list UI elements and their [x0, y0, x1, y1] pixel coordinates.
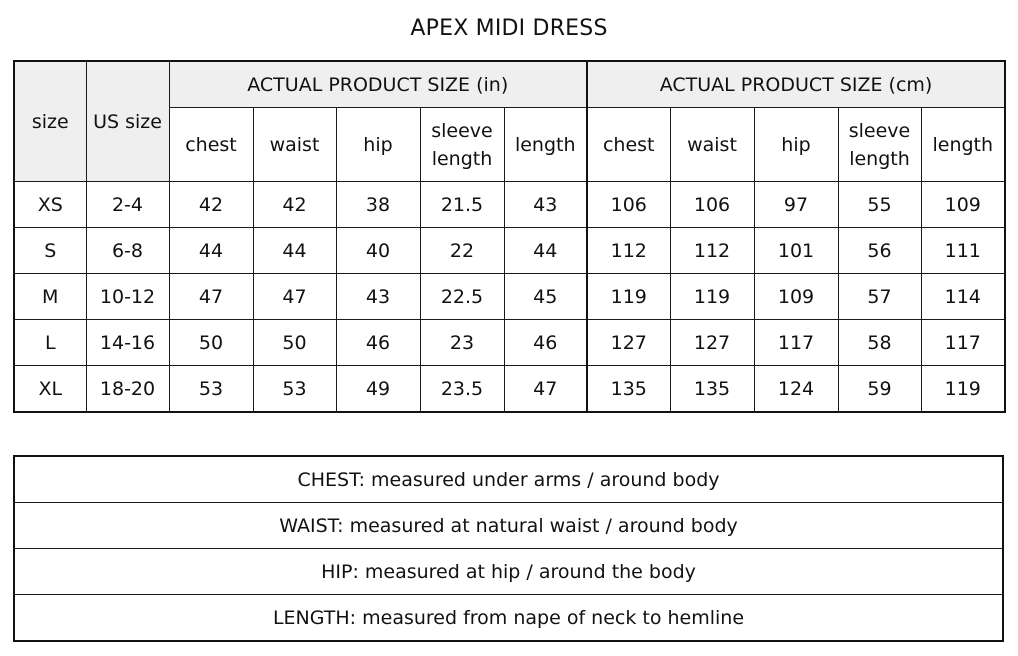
length-in-cell: 43	[504, 182, 587, 228]
us-size-cell: 14-16	[86, 320, 169, 366]
header-chest-in: chest	[169, 108, 253, 182]
size-cell: L	[14, 320, 86, 366]
us-size-cell: 18-20	[86, 366, 169, 413]
waist-in-cell: 53	[253, 366, 336, 413]
length-cm-cell: 109	[921, 182, 1005, 228]
waist-cm-cell: 119	[670, 274, 754, 320]
size-cell: XS	[14, 182, 86, 228]
hip-in-cell: 40	[336, 228, 420, 274]
size-cell: XL	[14, 366, 86, 413]
sleeve-cm-cell: 55	[838, 182, 921, 228]
header-sleeve-length-cm: sleeve length	[838, 108, 921, 182]
note-row	[14, 503, 1003, 549]
note-chest: CHEST: measured under arms / around body	[14, 456, 1003, 503]
header-length-cm: length	[921, 108, 1005, 182]
hip-cm-cell: 101	[754, 228, 838, 274]
hip-in-cell: 46	[336, 320, 420, 366]
header-group-inches: ACTUAL PRODUCT SIZE (in)	[169, 61, 587, 108]
header-hip-cm: hip	[754, 108, 838, 182]
header-chest-cm: chest	[587, 108, 670, 182]
header-sleeve-length-in: sleeve length	[420, 108, 504, 182]
table-row	[14, 366, 1005, 413]
chest-cm-cell: 112	[587, 228, 670, 274]
sleeve-in-cell: 22	[420, 228, 504, 274]
table-row	[14, 320, 1005, 366]
sleeve-in-cell: 23	[420, 320, 504, 366]
us-size-cell: 6-8	[86, 228, 169, 274]
waist-cm-cell: 112	[670, 228, 754, 274]
length-in-cell: 45	[504, 274, 587, 320]
us-size-cell: 2-4	[86, 182, 169, 228]
sleeve-cm-cell: 58	[838, 320, 921, 366]
table-row	[14, 182, 1005, 228]
length-cm-cell: 117	[921, 320, 1005, 366]
sleeve-cm-cell: 56	[838, 228, 921, 274]
header-waist-cm: waist	[670, 108, 754, 182]
us-size-cell: 10-12	[86, 274, 169, 320]
header-length-in: length	[504, 108, 587, 182]
length-in-cell: 47	[504, 366, 587, 413]
chest-in-cell: 42	[169, 182, 253, 228]
chest-in-cell: 44	[169, 228, 253, 274]
note-row	[14, 549, 1003, 595]
header-us-size: US size	[86, 61, 169, 182]
note-length: LENGTH: measured from nape of neck to hemline	[14, 595, 1003, 642]
sleeve-in-cell: 23.5	[420, 366, 504, 413]
length-cm-cell: 114	[921, 274, 1005, 320]
length-cm-cell: 111	[921, 228, 1005, 274]
header-waist-in: waist	[253, 108, 336, 182]
length-in-cell: 44	[504, 228, 587, 274]
sleeve-in-cell: 21.5	[420, 182, 504, 228]
waist-cm-cell: 127	[670, 320, 754, 366]
table-row	[14, 274, 1005, 320]
chart-title: APEX MIDI DRESS	[410, 16, 608, 41]
measurement-notes-table	[13, 455, 1004, 642]
header-row-groups	[14, 61, 1005, 108]
chest-cm-cell: 127	[587, 320, 670, 366]
waist-cm-cell: 135	[670, 366, 754, 413]
chest-in-cell: 53	[169, 366, 253, 413]
sleeve-cm-cell: 59	[838, 366, 921, 413]
hip-cm-cell: 97	[754, 182, 838, 228]
length-in-cell: 46	[504, 320, 587, 366]
chest-in-cell: 47	[169, 274, 253, 320]
length-cm-cell: 119	[921, 366, 1005, 413]
hip-cm-cell: 117	[754, 320, 838, 366]
waist-in-cell: 42	[253, 182, 336, 228]
waist-in-cell: 47	[253, 274, 336, 320]
note-row	[14, 595, 1003, 642]
waist-in-cell: 50	[253, 320, 336, 366]
size-chart-table	[13, 60, 1006, 413]
header-group-cm: ACTUAL PRODUCT SIZE (cm)	[587, 61, 1005, 108]
sleeve-cm-cell: 57	[838, 274, 921, 320]
hip-cm-cell: 124	[754, 366, 838, 413]
hip-cm-cell: 109	[754, 274, 838, 320]
hip-in-cell: 49	[336, 366, 420, 413]
header-hip-in: hip	[336, 108, 420, 182]
hip-in-cell: 38	[336, 182, 420, 228]
table-row	[14, 228, 1005, 274]
size-cell: S	[14, 228, 86, 274]
waist-in-cell: 44	[253, 228, 336, 274]
chest-cm-cell: 119	[587, 274, 670, 320]
waist-cm-cell: 106	[670, 182, 754, 228]
note-waist: WAIST: measured at natural waist / around body	[14, 503, 1003, 549]
sleeve-in-cell: 22.5	[420, 274, 504, 320]
note-hip: HIP: measured at hip / around the body	[14, 549, 1003, 595]
hip-in-cell: 43	[336, 274, 420, 320]
header-size: size	[14, 61, 86, 182]
size-cell: M	[14, 274, 86, 320]
chest-cm-cell: 135	[587, 366, 670, 413]
note-row	[14, 456, 1003, 503]
chest-in-cell: 50	[169, 320, 253, 366]
chest-cm-cell: 106	[587, 182, 670, 228]
